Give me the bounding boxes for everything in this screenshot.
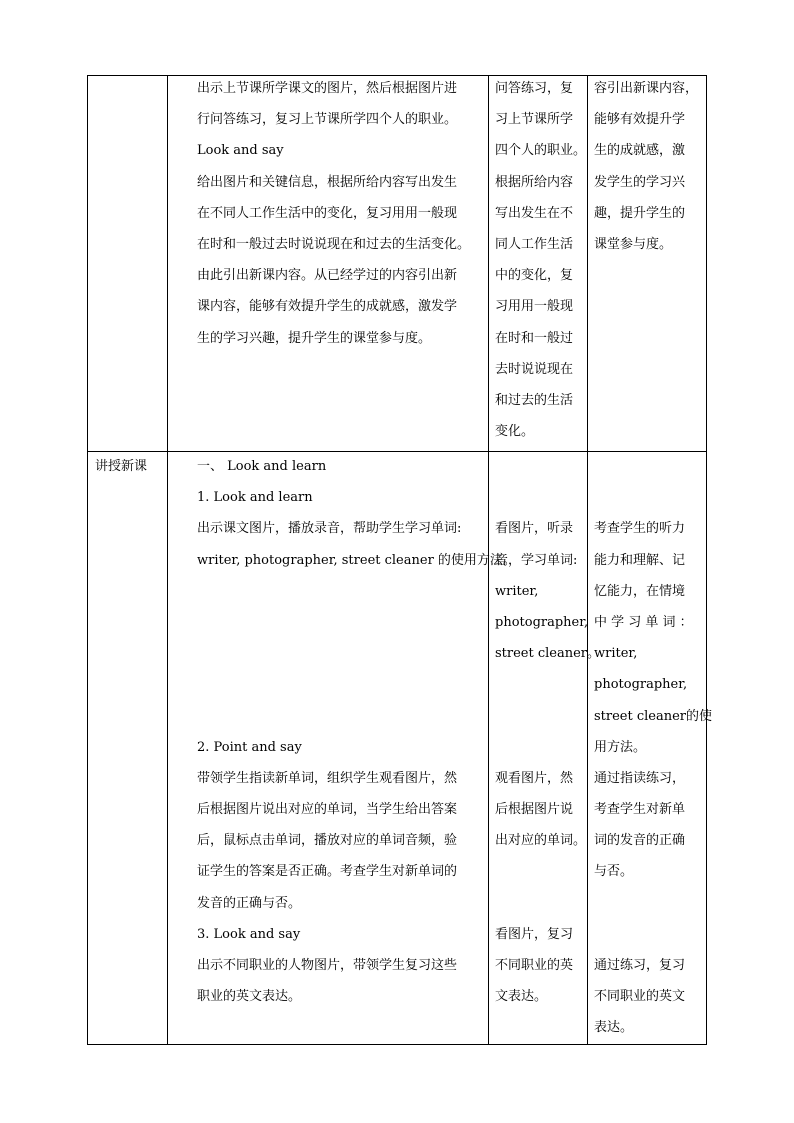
text-line: 考查学生对新单 xyxy=(594,802,686,818)
text-line: 1. Look and learn xyxy=(197,490,313,506)
text-line: 通过练习，复习 xyxy=(594,958,686,973)
text-line: 文表达。 xyxy=(495,989,548,1005)
text-line: 考查学生的听力 xyxy=(594,521,686,537)
text-line xyxy=(495,669,600,700)
text-line: 同人工作生活 xyxy=(495,236,574,252)
text-line: 音，学习单词: xyxy=(495,552,578,568)
text-line xyxy=(495,701,600,732)
text-line: 课内容，能够有效提升学生的成就感，激发学 xyxy=(197,299,458,315)
text-line xyxy=(197,607,516,638)
text-line xyxy=(197,576,516,607)
text-line: 2. Point and say xyxy=(197,739,302,755)
text-line: 不同职业的英文 xyxy=(594,989,686,1005)
text-line: 习用用一般现 xyxy=(495,299,574,315)
text-line: 用方法。 xyxy=(594,739,647,755)
text-line: 看图片，听录 xyxy=(495,521,574,537)
text-line xyxy=(495,888,600,919)
text-line: writer, photographer, street cleaner 的使用方法。 xyxy=(197,552,516,568)
table-border-left xyxy=(87,75,88,1045)
text-line: 生的成就感，激 xyxy=(594,143,686,159)
text-line: 给出图片和关键信息，根据所给内容写出发生 xyxy=(197,174,458,190)
text-line xyxy=(594,451,712,482)
text-line: 中的变化，复 xyxy=(495,268,574,284)
text-line: 生的学习兴趣，提升学生的课堂参与度。 xyxy=(197,330,432,346)
text-line: 中 学 习 单 词 ： xyxy=(594,614,693,630)
text-line: 在时和一般过 xyxy=(495,330,574,346)
text-line: 由此引出新课内容。从已经学过的内容引出新 xyxy=(197,268,458,284)
text-line: 根据所给内容 xyxy=(495,174,574,190)
row2-design-purpose xyxy=(594,451,712,1044)
text-line: 变化。 xyxy=(495,424,535,440)
text-line: 发学生的学习兴 xyxy=(594,174,686,190)
text-line: 能够有效提升学 xyxy=(594,112,686,128)
row2-teacher-activity xyxy=(197,451,516,1012)
table-border-bottom xyxy=(87,1044,707,1045)
column-divider-1 xyxy=(167,75,168,1045)
text-line: 在时和一般过去时说说现在和过去的生活变化。 xyxy=(197,236,471,252)
text-line: 习上节课所学 xyxy=(495,112,574,128)
text-line: 后根据图片说出对应的单词，当学生给出答案 xyxy=(197,802,458,818)
text-line: 证学生的答案是否正确。考查学生对新单词的 xyxy=(197,864,458,880)
text-line: 与否。 xyxy=(594,864,634,880)
text-line: 写出发生在不 xyxy=(495,205,574,221)
text-line: 带领学生指读新单词，组织学生观看图片，然 xyxy=(197,770,458,786)
text-line: 四个人的职业。 xyxy=(495,143,587,159)
text-line: 后，鼠标点击单词，播放对应的单词音频，验 xyxy=(197,833,458,849)
text-line: 发音的正确与否。 xyxy=(197,895,302,911)
text-line: 出对应的单词。 xyxy=(495,833,587,849)
text-line: street cleaner。 xyxy=(495,646,601,662)
text-line: writer, xyxy=(594,646,638,662)
text-line: 词的发音的正确 xyxy=(594,833,686,849)
text-line xyxy=(495,732,600,763)
text-line: photographer, xyxy=(495,614,589,630)
text-line xyxy=(495,856,600,887)
text-line: 去时说说现在 xyxy=(495,361,574,377)
text-line: 和过去的生活 xyxy=(495,392,574,408)
text-line: 观看图片，然 xyxy=(495,770,574,786)
text-line: 课堂参与度。 xyxy=(594,236,673,252)
text-line: 看图片，复习 xyxy=(495,926,574,942)
text-line: 趣，提升学生的 xyxy=(594,205,686,221)
text-line: writer, xyxy=(495,583,539,599)
row2-student-activity xyxy=(495,451,600,1012)
row1-teacher-activity xyxy=(197,73,470,354)
text-line: street cleaner的使 xyxy=(594,708,713,724)
text-line: 职业的英文表达。 xyxy=(197,989,302,1005)
text-line: 能力和理解、记 xyxy=(594,552,686,568)
text-line xyxy=(594,919,712,950)
text-line xyxy=(197,638,516,669)
text-line: 行问答练习，复习上节课所学四个人的职业。 xyxy=(197,112,458,128)
text-line: 出示不同职业的人物图片，带领学生复习这些 xyxy=(197,958,458,973)
text-line: photographer, xyxy=(594,677,688,693)
text-line xyxy=(495,482,600,513)
row2-stage-label: 讲授新课 xyxy=(95,459,148,474)
text-line xyxy=(197,669,516,700)
text-line xyxy=(495,451,600,482)
text-line: 表达。 xyxy=(594,1020,634,1036)
text-line: 容引出新课内容， xyxy=(594,81,699,96)
text-line: 在不同人工作生活中的变化，复习用用一般现 xyxy=(197,205,458,221)
lesson-plan-table xyxy=(87,75,713,1045)
text-line xyxy=(594,888,712,919)
text-line: 出示课文图片，播放录音，帮助学生学习单词: xyxy=(197,521,462,537)
text-line: 通过指读练习， xyxy=(594,770,686,786)
text-line: 3. Look and say xyxy=(197,926,301,942)
text-line: Look and say xyxy=(197,143,284,159)
text-line: 问答练习，复 xyxy=(495,81,574,96)
text-line xyxy=(197,701,516,732)
text-line: 不同职业的英 xyxy=(495,958,574,973)
text-line: 后根据图片说 xyxy=(495,802,574,818)
text-line: 出示上节课所学课文的图片，然后根据图片进 xyxy=(197,81,458,96)
text-line: 一、 Look and learn xyxy=(197,459,327,474)
text-line: 忆能力，在情境 xyxy=(594,583,686,599)
text-line xyxy=(594,482,712,513)
row1-design-purpose xyxy=(594,73,698,260)
row1-student-activity xyxy=(495,73,586,447)
